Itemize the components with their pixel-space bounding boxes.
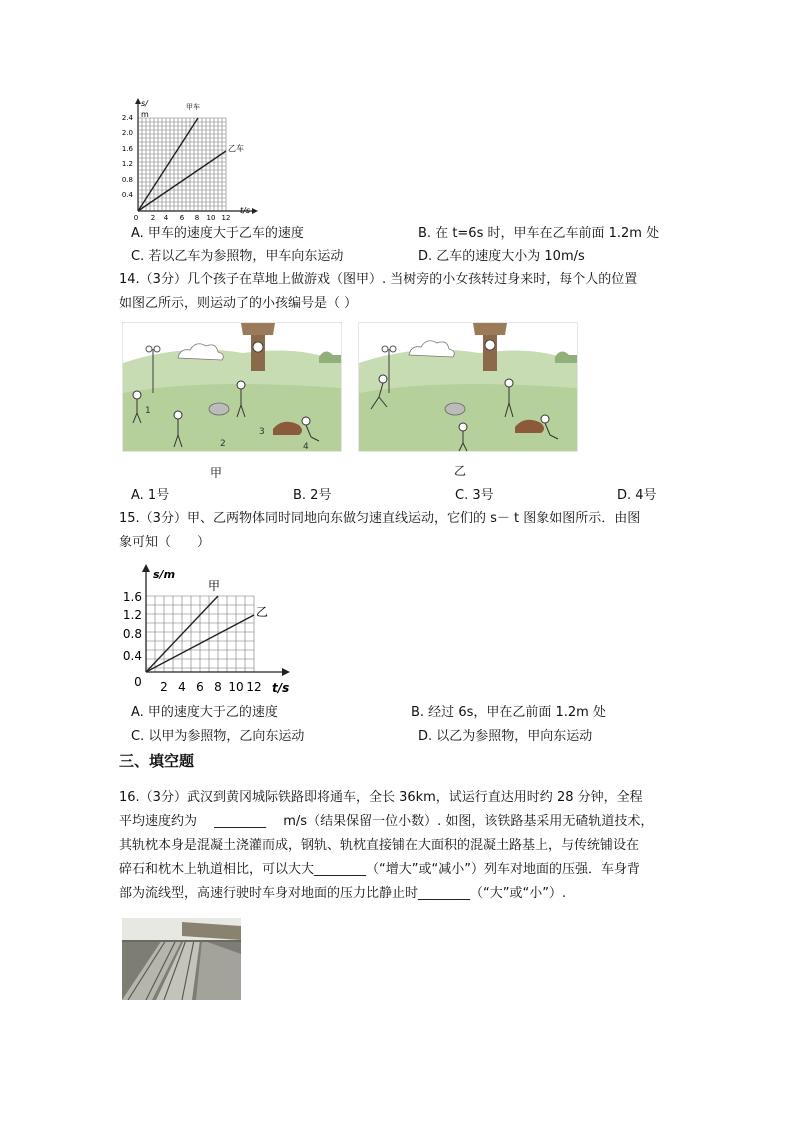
q15-label-yi: 乙 xyxy=(256,605,269,619)
q13-y-tick: 1.6 xyxy=(121,145,133,153)
q15-x-tick-labels xyxy=(134,675,261,694)
q15-x-tick: 12 xyxy=(246,680,262,694)
q15-y-tick-labels xyxy=(123,590,142,663)
q15-option-d: D. 以乙为参照物，甲向东运动 xyxy=(418,729,593,744)
q15-x-tick: 10 xyxy=(228,680,244,694)
q15-st-graph xyxy=(122,560,302,696)
q15-y-unit: s/m xyxy=(153,568,176,581)
q13-st-graph xyxy=(112,96,262,222)
q15-x-tick: 8 xyxy=(214,680,222,694)
q14-stem-line2: 如图乙所示，则运动了的小孩编号是（ ） xyxy=(119,296,358,311)
q13-label-yi: 乙车 xyxy=(228,144,244,153)
q14-caption-yi: 乙 xyxy=(454,464,467,478)
q14-picture-jia xyxy=(122,322,342,452)
q13-x-tick: 8 xyxy=(194,214,200,222)
q15-x-tick: 6 xyxy=(196,680,204,694)
q15-x-tick: 2 xyxy=(160,680,168,694)
q13-x-unit: t/s xyxy=(240,206,250,215)
q14-kid-number: 3 xyxy=(259,427,265,437)
q13-label-jia: 甲车 xyxy=(186,103,200,111)
q13-option-a: A. 甲车的速度大于乙车的速度 xyxy=(131,226,304,241)
q14-option-c: C. 3号 xyxy=(455,488,494,503)
q15-y-tick: 0.4 xyxy=(122,649,142,663)
q14-option-b: B. 2号 xyxy=(293,488,332,503)
q16-stem-line1: 16.（3分）武汉到黄冈城际铁路即将通车，全长 36km，试运行直达用时约 28 分钟，全程 xyxy=(119,790,643,805)
q13-option-c: C. 若以乙车为参照物，甲车向东运动 xyxy=(131,249,344,264)
q13-x-tick: 6 xyxy=(179,214,185,222)
q13-x-tick: 12 xyxy=(221,214,231,222)
q13-x-axis-arrow xyxy=(252,208,258,214)
q13-y-unit-top: s/ xyxy=(141,99,148,108)
q15-stem-line1: 15.（3分）甲、乙两物体同时同地向东做匀速直线运动，它们的 s－ t 图象如图所示．由图 xyxy=(119,511,641,526)
q15-option-b: B. 经过 6s，甲在乙前面 1.2m 处 xyxy=(411,705,606,720)
q16-railway-photo xyxy=(122,918,241,1000)
q14-kid-number: 2 xyxy=(220,439,226,449)
q14-option-a: A. 1号 xyxy=(131,488,170,503)
q16-stem-line5: 部为流线型，高速行驶时车身对地面的压力比静止时________（“大”或“小”）. xyxy=(119,886,567,901)
section-title: 三、填空题 xyxy=(119,752,195,770)
q13-x-tick: 0 xyxy=(133,214,139,222)
q15-option-a: A. 甲的速度大于乙的速度 xyxy=(131,705,278,720)
q14-kid-number: 4 xyxy=(303,442,309,452)
q15-grid xyxy=(146,596,254,672)
q15-y-axis-arrow xyxy=(142,564,150,572)
q16-stem-line3: 其轨枕本身是混凝土浇灌而成，钢轨、轨枕直接铺在大面积的混凝土路基上，与传统铺设在 xyxy=(119,838,640,853)
q15-y-tick: 1.2 xyxy=(122,608,142,622)
q13-option-d: D. 乙车的速度大小为 10m/s xyxy=(418,249,585,264)
q13-x-tick: 4 xyxy=(163,214,169,222)
q13-y-tick: 2.4 xyxy=(121,114,133,122)
q13-y-unit-bottom: m xyxy=(141,110,149,119)
q13-option-b: B. 在 t=6s 时，甲车在乙车前面 1.2m 处 xyxy=(418,226,660,241)
q13-y-tick: 2.0 xyxy=(121,129,133,137)
q14-kid-number: 1 xyxy=(145,406,151,416)
q13-y-tick: 1.2 xyxy=(121,160,133,168)
q15-y-tick: 1.6 xyxy=(122,590,142,604)
q13-x-tick-labels xyxy=(134,214,231,222)
q16-stem-line2: 平均速度约为 ________ m/s（结果保留一位小数）. 如图，该铁路基采用无碴轨道技术， xyxy=(119,814,654,829)
q15-y-tick: 0.8 xyxy=(122,627,142,641)
q13-x-tick: 10 xyxy=(206,214,216,222)
q15-x-axis-arrow xyxy=(282,668,290,676)
q15-x-tick: 4 xyxy=(178,680,186,694)
q14-caption-jia: 甲 xyxy=(210,466,223,480)
q15-label-jia: 甲 xyxy=(208,579,221,593)
q13-y-tick: 0.4 xyxy=(121,191,133,199)
q15-option-c: C. 以甲为参照物，乙向东运动 xyxy=(131,729,305,744)
q14-option-d: D. 4号 xyxy=(617,488,657,503)
q13-x-tick: 2 xyxy=(150,214,156,222)
q16-stem-line4: 碎石和枕木上轨道相比，可以大大________（“增大”或“减小”）列车对地面的压强．车身背 xyxy=(119,862,640,877)
q13-grid xyxy=(138,106,226,211)
q15-x-unit: t/s xyxy=(272,681,290,695)
q13-line-jia xyxy=(138,118,198,211)
q13-y-tick-labels xyxy=(122,114,134,199)
q13-y-tick: 0.8 xyxy=(121,176,133,184)
q15-x-tick: 0 xyxy=(134,675,142,689)
q14-picture-yi xyxy=(358,322,578,452)
q15-stem-line2: 象可知（ ） xyxy=(119,535,211,550)
q14-stem-line1: 14.（3分）几个孩子在草地上做游戏（图甲）. 当树旁的小女孩转过身来时，每个人的位置 xyxy=(119,272,638,287)
